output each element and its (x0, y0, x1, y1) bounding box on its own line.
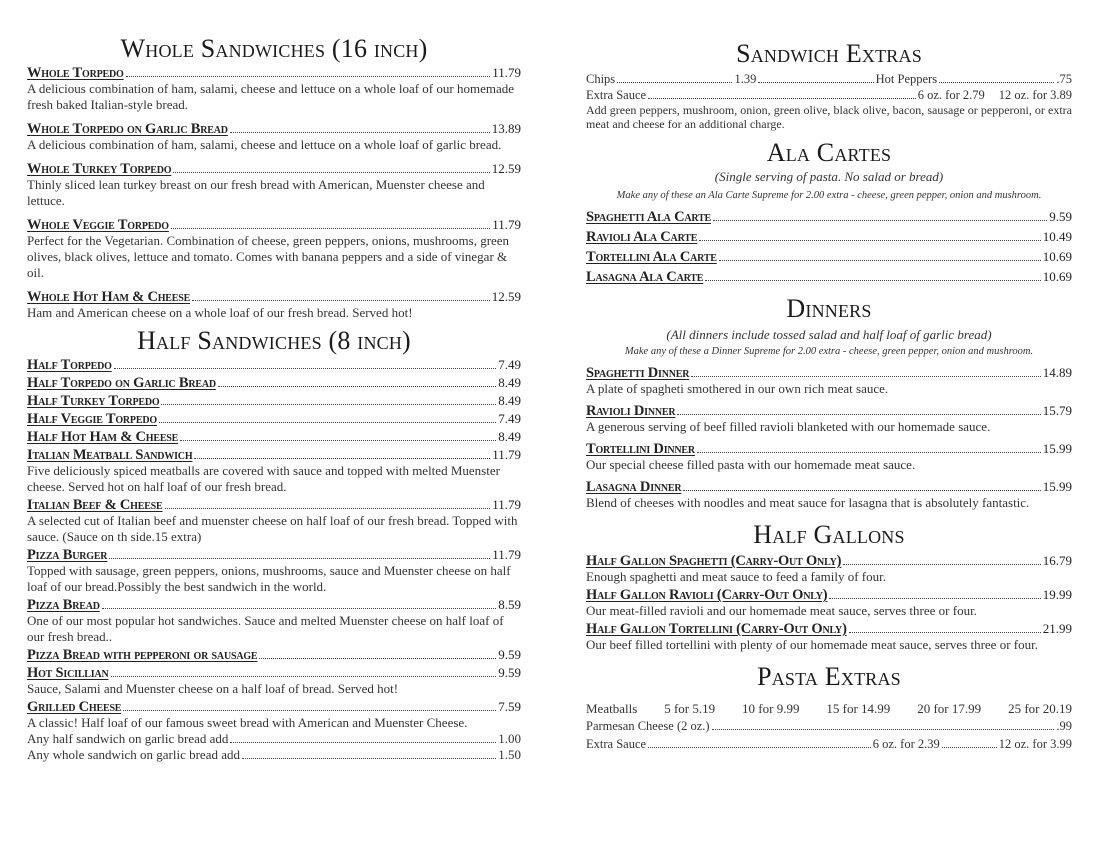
menu-item (586, 249, 1072, 265)
addon-price: 1.00 (498, 731, 521, 746)
item-name: Spaghetti Dinner (586, 365, 690, 381)
item-price: 11.79 (492, 65, 521, 80)
item-name: Whole Torpedo on Garlic Bread (27, 121, 228, 137)
item-name: Whole Torpedo (27, 65, 124, 81)
meatballs-label: Meatballs (586, 701, 638, 716)
menu-item (27, 597, 521, 645)
item-name: Hot Sicillian (27, 665, 109, 681)
addon-line (27, 747, 521, 763)
item-name: Half Gallon Ravioli (Carry-Out Only) (586, 587, 828, 603)
item-name: Grilled Cheese (27, 699, 122, 715)
item-name: Half Torpedo on Garlic Bread (27, 375, 216, 391)
dinners-note: Make any of these a Dinner Supreme for 2.00 extra - cheese, green pepper, onion and mushroom. (624, 346, 1034, 357)
meatball-option: 20 for 17.99 (917, 701, 982, 716)
item-description: Sauce, Salami and Muenster cheese on a half loaf of bread. Served hot! (27, 681, 399, 696)
item-price: 7.59 (498, 699, 521, 714)
item-name: Pizza Bread with pepperoni or sausage (27, 647, 258, 663)
item-price: 9.59 (498, 647, 521, 662)
hot-peppers-price: .75 (1056, 72, 1072, 86)
meatball-option: 10 for 9.99 (742, 701, 800, 716)
extra-sauce-price-b: 12 oz. for 3.89 (998, 87, 1072, 102)
left-column (27, 0, 521, 763)
extra-sauce-label: Extra Sauce (586, 87, 647, 102)
extra-sauce-price-a: 6 oz. for 2.79 (917, 87, 985, 102)
item-description: Enough spaghetti and meat sauce to feed a family of four. (586, 569, 886, 584)
item-name: Lasagna Ala Carte (586, 269, 704, 285)
menu-item (27, 411, 521, 427)
item-description: A classic! Half loaf of our famous sweet bread with American and Muenster Cheese. (27, 715, 468, 730)
item-name: Half Veggie Torpedo (27, 411, 157, 427)
item-description: A plate of spagheti smothered in our own rich meat sauce. (586, 381, 889, 396)
item-price: 19.99 (1042, 587, 1072, 602)
parmesan-label: Parmesan Cheese (2 oz.) (586, 719, 710, 733)
item-name: Lasagna Dinner (586, 479, 682, 495)
item-price: 9.59 (498, 665, 521, 680)
item-price: 10.69 (1042, 269, 1072, 284)
ala-cartes-subtitle: (Single serving of pasta. No salad or bread) (714, 169, 944, 184)
item-name: Half Turkey Torpedo (27, 393, 160, 409)
item-price: 12.59 (491, 289, 521, 304)
pasta-sauce-price-b: 12 oz. for 3.99 (998, 736, 1072, 751)
item-price: 11.79 (492, 217, 521, 232)
item-name: Whole Turkey Torpedo (27, 161, 172, 177)
whole-sandwiches-title: Whole Sandwiches (16 inch) (120, 34, 428, 63)
item-price: 7.49 (498, 357, 521, 372)
item-name: Half Gallon Spaghetti (Carry-Out Only) (586, 553, 842, 569)
menu-item (586, 209, 1072, 225)
item-price: 15.99 (1042, 479, 1072, 494)
item-price: 11.79 (492, 547, 521, 562)
menu-item (27, 375, 521, 391)
meatball-option: 5 for 5.19 (664, 701, 716, 716)
item-description: Our meat-filled ravioli and our homemade meat sauce, serves three or four. (586, 603, 977, 618)
item-name: Half Torpedo (27, 357, 112, 373)
item-price: 15.99 (1042, 441, 1072, 456)
item-name: Spaghetti Ala Carte (586, 209, 712, 225)
menu-item (27, 647, 521, 663)
item-description: Perfect for the Vegetarian. Combination of cheese, green peppers, onions, mushrooms, green olives, black olives, lettuce and tomato. Comes with banana peppers and a side of vinegar & oil. (27, 233, 510, 280)
item-price: 13.89 (491, 121, 521, 136)
item-name: Whole Veggie Torpedo (27, 217, 169, 233)
menu-item (27, 665, 521, 697)
addon-label: Any whole sandwich on garlic bread add (27, 747, 240, 762)
menu-item (27, 497, 521, 545)
item-description: Blend of cheeses with noodles and meat sauce for lasagna that is absolutely fantastic. (586, 495, 1030, 510)
item-description: Topped with sausage, green peppers, onions, mushrooms, sauce and Muenster cheese on half loaf of our bread.Possibly the best sandwich in the world. (27, 563, 511, 594)
menu-item (27, 357, 521, 373)
item-name: Half Hot Ham & Cheese (27, 429, 179, 445)
item-price: 11.79 (492, 447, 521, 462)
hot-peppers-label: Hot Peppers (875, 72, 938, 86)
half-gallons-title: Half Gallons (753, 520, 905, 549)
menu-item (27, 447, 521, 495)
item-description: A delicious combination of ham, salami, cheese and lettuce on a whole loaf of garlic bread. (27, 137, 502, 152)
meatball-option: 25 for 20.19 (1008, 701, 1072, 716)
meatballs-row (586, 701, 1072, 717)
item-name: Whole Hot Ham & Cheese (27, 289, 191, 305)
item-price: 8.49 (498, 393, 521, 408)
item-name: Italian Beef & Cheese (27, 497, 163, 513)
ala-cartes-title: Ala Cartes (766, 138, 892, 167)
item-price: 12.59 (491, 161, 521, 176)
item-description: Our special cheese filled pasta with our homemade meat sauce. (586, 457, 916, 472)
menu-item (586, 479, 1072, 511)
item-description: Ham and American cheese on a whole loaf of our fresh bread. Served hot! (27, 305, 413, 320)
sandwich-extras-title: Sandwich Extras (736, 39, 922, 68)
menu-item (27, 547, 521, 595)
extras-note: Add green peppers, mushroom, onion, green olive, black olive, bacon, sausage or pepperoni, or extra meat and cheese for an additional charge. (586, 103, 1072, 131)
menu-item (586, 403, 1072, 435)
item-name: Pizza Bread (27, 597, 100, 613)
item-description: One of our most popular hot sandwiches. Sauce and melted Muenster cheese on half loaf of our fresh bread.. (27, 613, 504, 644)
item-price: 10.69 (1042, 249, 1072, 264)
item-description: Our beef filled tortellini with plenty of our homemade meat sauce, serves three or four. (586, 637, 1038, 652)
item-name: Pizza Burger (27, 547, 108, 563)
ala-cartes-note: Make any of these an Ala Carte Supreme for 2.00 extra - cheese, green pepper, onion and mushroom. (616, 190, 1042, 201)
menu-item (586, 269, 1072, 285)
item-name: Ravioli Dinner (586, 403, 676, 419)
right-column (586, 0, 1072, 752)
dinners-title: Dinners (786, 294, 872, 323)
item-description: Five deliciously spiced meatballs are covered with sauce and topped with melted Muenster cheese. Served hot on half loaf of our fresh bread. (27, 463, 500, 494)
menu-item (27, 217, 521, 281)
item-price: 9.59 (1049, 209, 1072, 224)
item-name: Tortellini Dinner (586, 441, 695, 457)
item-price: 21.99 (1042, 621, 1072, 636)
menu-item (27, 65, 521, 113)
chips-price: 1.39 (734, 72, 757, 86)
item-price: 8.49 (498, 375, 521, 390)
menu-item (27, 121, 521, 153)
dinners-subtitle: (All dinners include tossed salad and half loaf of garlic bread) (666, 327, 992, 342)
extras-sauce-line (586, 88, 1072, 104)
menu-item (27, 161, 521, 209)
pasta-sauce-label: Extra Sauce (586, 736, 647, 751)
parmesan-line (586, 719, 1072, 735)
chips-label: Chips (586, 72, 616, 86)
addon-line (27, 731, 521, 747)
pasta-sauce-price-a: 6 oz. for 2.39 (872, 736, 940, 751)
menu-item (586, 365, 1072, 397)
item-name: Half Gallon Tortellini (Carry-Out Only) (586, 621, 847, 637)
item-description: A delicious combination of ham, salami, cheese and lettuce on a whole loaf of our homemade fresh baked Italian-style bread. (27, 81, 514, 112)
item-name: Italian Meatball Sandwich (27, 447, 193, 463)
item-price: 11.79 (492, 497, 521, 512)
item-description: Thinly sliced lean turkey breast on our fresh bread with American, Muenster cheese and lettuce. (27, 177, 485, 208)
parmesan-price: .99 (1056, 719, 1072, 733)
item-price: 15.79 (1042, 403, 1072, 418)
menu-item (586, 587, 1072, 619)
menu-item (27, 393, 521, 409)
pasta-sauce-line (586, 737, 1072, 753)
item-name: Tortellini Ala Carte (586, 249, 717, 265)
menu-item (586, 621, 1072, 653)
item-price: 8.49 (498, 429, 521, 444)
item-price: 16.79 (1042, 553, 1072, 568)
extras-chips-line (586, 72, 1072, 88)
item-price: 7.49 (498, 411, 521, 426)
item-price: 14.89 (1042, 365, 1072, 380)
item-price: 10.49 (1042, 229, 1072, 244)
item-price: 8.59 (498, 597, 521, 612)
menu-item (27, 699, 521, 731)
item-description: A selected cut of Italian beef and muenster cheese on half loaf of our fresh bread. Topped with sauce. (Sauce on th side.15 extra) (27, 513, 518, 544)
menu-item (27, 289, 521, 321)
pasta-extras-title: Pasta Extras (757, 662, 901, 691)
meatball-option: 15 for 14.99 (826, 701, 891, 716)
item-name: Ravioli Ala Carte (586, 229, 698, 245)
menu-item (586, 229, 1072, 245)
addon-label: Any half sandwich on garlic bread add (27, 731, 229, 746)
menu-item (586, 553, 1072, 585)
menu-item (27, 429, 521, 445)
half-sandwiches-title: Half Sandwiches (8 inch) (137, 326, 411, 355)
addon-price: 1.50 (498, 747, 521, 762)
item-description: A generous serving of beef filled ravioli blanketed with our homemade sauce. (586, 419, 991, 434)
menu-item (586, 441, 1072, 473)
